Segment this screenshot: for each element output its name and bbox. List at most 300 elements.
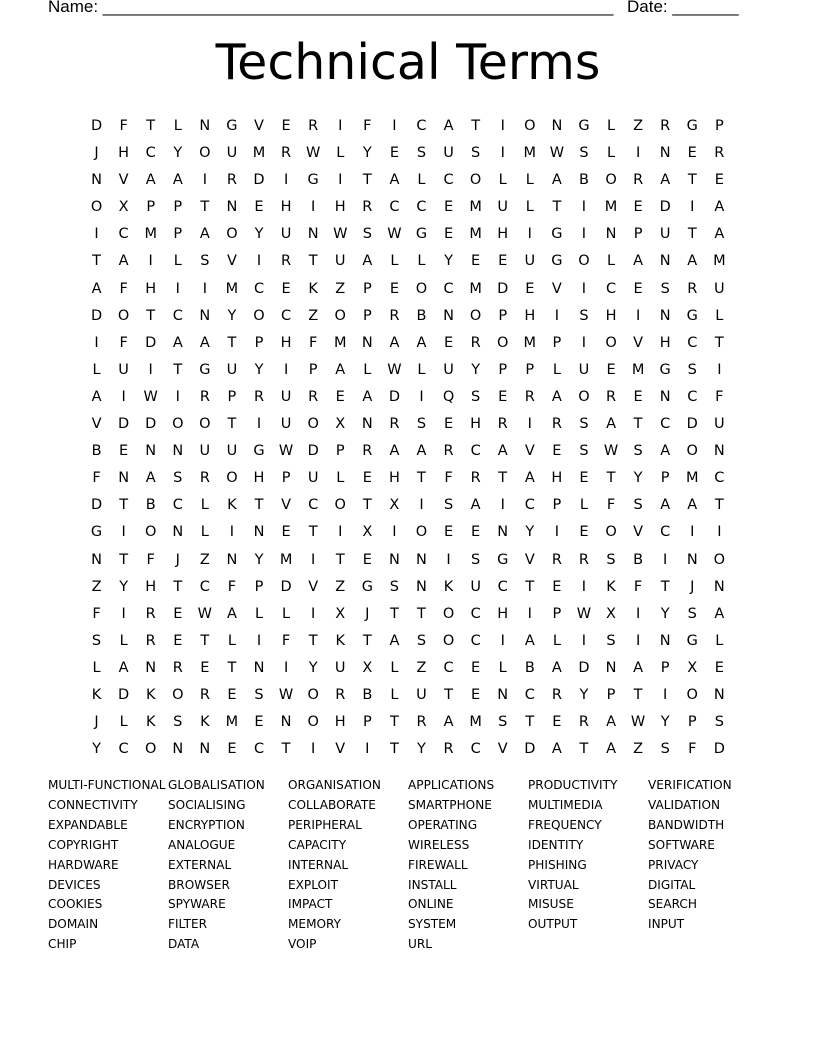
grid-letter: I — [94, 226, 99, 243]
grid-letter: M — [469, 714, 482, 731]
grid-letter: Z — [91, 578, 102, 595]
word-bank-item: SYSTEM — [408, 917, 457, 932]
grid-row — [83, 709, 733, 736]
grid-letter: A — [362, 253, 373, 270]
grid-letter: R — [470, 470, 481, 487]
grid-letter: A — [389, 443, 400, 460]
grid-letter: D — [524, 741, 536, 758]
grid-letter: A — [118, 253, 129, 270]
grid-letter: U — [226, 145, 238, 162]
grid-letter: S — [633, 443, 643, 460]
grid-letter: J — [175, 551, 180, 568]
grid-letter: P — [714, 118, 724, 134]
grid-letter: E — [633, 199, 643, 216]
grid-letter: U — [578, 361, 590, 378]
grid-letter: V — [524, 551, 535, 568]
grid-letter: N — [307, 226, 319, 243]
grid-letter: I — [202, 280, 207, 297]
grid-letter: L — [417, 172, 426, 189]
word-bank-item: EXTERNAL — [168, 857, 232, 872]
grid-letter: S — [471, 551, 481, 568]
grid-letter: Y — [525, 524, 535, 541]
grid-letter: R — [551, 416, 562, 433]
grid-row — [83, 601, 733, 628]
grid-letter: H — [280, 199, 292, 216]
grid-letter: E — [633, 388, 643, 405]
grid-letter: D — [90, 497, 103, 514]
grid-letter: G — [686, 118, 698, 134]
grid-letter: I — [635, 632, 641, 649]
grid-letter: U — [280, 388, 292, 405]
grid-letter: A — [443, 118, 454, 134]
grid-letter: S — [416, 416, 427, 433]
grid-letter: R — [714, 145, 725, 162]
grid-letter: C — [687, 334, 698, 351]
grid-letter: E — [227, 741, 237, 758]
grid-letter: V — [91, 416, 102, 433]
grid-letter: W — [387, 226, 402, 243]
grid-letter: N — [253, 524, 265, 541]
grid-letter: T — [362, 172, 372, 189]
grid-letter: T — [281, 741, 291, 758]
word-bank-item: GLOBALISATION — [168, 778, 265, 792]
grid-letter: O — [442, 605, 455, 622]
grid-letter: E — [227, 686, 237, 703]
grid-row — [83, 384, 733, 411]
grid-letter: N — [443, 307, 454, 324]
grid-letter: O — [307, 714, 319, 731]
grid-letter: M — [225, 714, 239, 731]
grid-letter: H — [659, 334, 671, 351]
grid-letter: Z — [633, 741, 644, 758]
grid-letter: A — [199, 334, 210, 351]
grid-letter: H — [388, 470, 400, 487]
word-bank-item: MULTIMEDIA — [528, 797, 603, 812]
grid-letter: O — [686, 686, 698, 703]
grid-letter: U — [416, 686, 427, 703]
grid-letter: F — [688, 741, 697, 758]
grid-letter: T — [525, 714, 535, 731]
grid-letter: I — [635, 307, 641, 324]
word-bank-item: FREQUENCY — [528, 817, 602, 832]
word-bank-item: OUTPUT — [528, 917, 578, 932]
grid-letter: O — [172, 416, 184, 433]
grid-letter: O — [713, 551, 726, 568]
grid-letter: A — [416, 443, 427, 460]
grid-letter: A — [714, 199, 725, 216]
word-bank-item: INSTALL — [408, 877, 457, 892]
grid-letter: C — [714, 470, 725, 487]
grid-letter: E — [714, 659, 724, 676]
grid-letter: A — [524, 632, 535, 649]
grid-letter: J — [365, 605, 370, 622]
grid-letter: H — [524, 307, 536, 324]
grid-letter: E — [471, 524, 481, 541]
grid-row — [83, 194, 733, 221]
grid-letter: Q — [442, 388, 455, 405]
grid-letter: G — [307, 172, 319, 189]
grid-letter: L — [173, 118, 182, 134]
grid-letter: Y — [92, 741, 101, 758]
grid-letter: M — [469, 280, 482, 297]
grid-letter: F — [119, 118, 128, 134]
grid-letter: C — [145, 145, 156, 162]
grid-letter: Y — [660, 714, 670, 731]
grid-letter: E — [525, 280, 535, 297]
grid-letter: X — [606, 605, 616, 622]
grid-letter: A — [172, 334, 183, 351]
grid-letter: E — [335, 388, 345, 405]
grid-letter: X — [118, 199, 129, 216]
grid-row — [83, 303, 733, 330]
grid-letter: O — [605, 172, 617, 189]
grid-letter: O — [524, 118, 536, 134]
grid-letter: N — [172, 443, 184, 460]
word-bank-item: OPERATING — [408, 817, 478, 832]
grid-letter: H — [497, 605, 509, 622]
grid-letter: I — [311, 551, 316, 568]
grid-letter: Y — [444, 253, 453, 270]
grid-letter: L — [254, 605, 264, 622]
grid-letter: E — [633, 280, 643, 297]
grid-letter: T — [227, 659, 237, 676]
grid-letter: M — [469, 199, 482, 216]
grid-letter: A — [416, 334, 427, 351]
grid-letter: I — [175, 280, 180, 297]
grid-letter: X — [362, 524, 373, 541]
grid-letter: E — [471, 253, 481, 270]
word-bank-item: URL — [408, 937, 432, 952]
grid-letter: I — [581, 199, 587, 216]
grid-letter: C — [118, 226, 129, 243]
grid-letter: V — [633, 334, 644, 351]
grid-letter: H — [470, 416, 482, 433]
grid-letter: D — [253, 172, 265, 189]
grid-letter: T — [308, 524, 318, 541]
grid-letter: C — [253, 280, 265, 297]
grid-letter: C — [660, 524, 671, 541]
grid-letter: I — [121, 605, 126, 622]
grid-letter: I — [419, 497, 424, 514]
grid-letter: K — [227, 497, 237, 514]
grid-letter: E — [443, 524, 454, 541]
grid-letter: A — [226, 605, 237, 622]
grid-letter: R — [660, 118, 671, 134]
grid-letter: H — [145, 280, 157, 297]
grid-letter: O — [199, 416, 211, 433]
grid-letter: F — [308, 334, 318, 351]
grid-letter: R — [443, 443, 454, 460]
grid-letter: R — [145, 632, 156, 649]
grid-letter: N — [226, 551, 238, 568]
grid-letter: D — [497, 280, 509, 297]
grid-letter: R — [199, 470, 210, 487]
grid-row — [83, 140, 733, 167]
grid-letter: I — [690, 199, 695, 216]
grid-letter: N — [713, 578, 725, 595]
grid-letter: T — [525, 578, 535, 595]
grid-letter: I — [554, 524, 559, 541]
grid-letter: F — [363, 118, 372, 134]
grid-letter: C — [470, 443, 481, 460]
grid-letter: C — [443, 659, 454, 676]
word-search-grid — [83, 113, 733, 763]
grid-letter: I — [500, 497, 505, 514]
grid-letter: I — [554, 307, 559, 324]
grid-letter: S — [498, 714, 508, 731]
grid-letter: P — [525, 361, 535, 378]
grid-letter: I — [311, 741, 316, 758]
grid-letter: E — [173, 632, 183, 649]
grid-letter: L — [200, 497, 209, 514]
grid-letter: T — [227, 334, 237, 351]
word-bank-item: SEARCH — [648, 897, 697, 912]
grid-letter: L — [525, 199, 534, 216]
grid-letter: E — [579, 524, 589, 541]
grid-letter: C — [660, 416, 671, 433]
grid-letter: E — [552, 443, 562, 460]
grid-letter: E — [443, 199, 454, 216]
grid-letter: I — [527, 605, 532, 622]
grid-letter: X — [362, 659, 373, 676]
grid-letter: S — [173, 470, 183, 487]
word-bank-column — [408, 776, 528, 955]
grid-letter: I — [663, 551, 668, 568]
grid-letter: S — [416, 145, 427, 162]
grid-letter: H — [497, 226, 509, 243]
grid-letter: O — [334, 307, 346, 324]
grid-letter: O — [469, 307, 482, 324]
grid-letter: G — [551, 226, 563, 243]
grid-letter: B — [633, 551, 644, 568]
grid-letter: V — [633, 524, 644, 541]
grid-letter: W — [549, 145, 565, 162]
grid-letter: E — [173, 605, 183, 622]
grid-letter: R — [389, 307, 400, 324]
grid-letter: E — [254, 714, 264, 731]
grid-letter: Z — [335, 578, 346, 595]
grid-letter: M — [144, 226, 157, 243]
word-bank-item: CONNECTIVITY — [48, 797, 138, 812]
grid-letter: C — [118, 741, 129, 758]
grid-letter: L — [282, 605, 291, 622]
grid-letter: C — [524, 497, 535, 514]
grid-letter: K — [443, 578, 454, 595]
grid-letter: U — [659, 226, 671, 243]
grid-row — [83, 221, 733, 248]
grid-letter: N — [659, 145, 671, 162]
grid-letter: G — [199, 361, 211, 378]
grid-letter: N — [226, 199, 238, 216]
grid-letter: G — [686, 307, 698, 324]
grid-letter: M — [333, 334, 347, 351]
grid-letter: G — [361, 578, 373, 595]
grid-letter: S — [91, 632, 102, 649]
grid-letter: C — [470, 632, 481, 649]
grid-letter: L — [606, 253, 616, 270]
grid-letter: U — [118, 361, 129, 378]
grid-letter: W — [333, 226, 348, 243]
grid-letter: F — [92, 470, 101, 487]
grid-letter: B — [91, 443, 102, 460]
word-bank-item: ORGANISATION — [288, 778, 381, 792]
grid-letter: A — [633, 253, 644, 270]
grid-letter: A — [551, 172, 562, 189]
grid-letter: M — [225, 280, 239, 297]
grid-letter: A — [687, 253, 698, 270]
grid-letter: S — [687, 605, 697, 622]
word-bank-item: INPUT — [648, 917, 685, 932]
grid-letter: R — [633, 172, 644, 189]
grid-letter: I — [446, 551, 451, 568]
grid-letter: I — [392, 118, 397, 134]
grid-letter: S — [471, 145, 481, 162]
word-bank-item: PRIVACY — [648, 857, 699, 872]
grid-row — [83, 411, 733, 438]
grid-letter: W — [603, 443, 619, 460]
grid-letter: I — [527, 416, 532, 433]
grid-letter: D — [307, 443, 319, 460]
grid-letter: N — [416, 578, 427, 595]
grid-letter: P — [633, 226, 643, 243]
grid-letter: I — [581, 280, 587, 297]
grid-letter: P — [660, 659, 670, 676]
grid-letter: F — [281, 632, 291, 649]
grid-letter: W — [305, 145, 321, 162]
grid-letter: S — [416, 632, 427, 649]
grid-letter: R — [497, 416, 508, 433]
grid-letter: I — [338, 524, 343, 541]
grid-letter: F — [715, 388, 724, 405]
grid-letter: S — [687, 361, 697, 378]
grid-letter: T — [417, 470, 426, 487]
word-bank-item: ONLINE — [408, 897, 454, 912]
grid-letter: G — [578, 118, 590, 134]
grid-letter: C — [389, 199, 400, 216]
grid-letter: R — [172, 659, 183, 676]
grid-letter: L — [579, 497, 588, 514]
grid-letter: T — [579, 741, 589, 758]
grid-letter: P — [552, 334, 562, 351]
grid-row — [83, 736, 733, 763]
grid-letter: H — [551, 470, 563, 487]
grid-letter: R — [362, 443, 373, 460]
word-bank-column — [168, 776, 288, 955]
grid-letter: O — [144, 524, 157, 541]
word-bank-item: BROWSER — [168, 877, 230, 892]
grid-letter: O — [90, 199, 103, 216]
grid-letter: C — [172, 497, 183, 514]
grid-letter: P — [362, 280, 372, 297]
grid-letter: Y — [417, 741, 426, 758]
grid-letter: A — [524, 470, 535, 487]
word-bank-item: MISUSE — [528, 897, 574, 912]
grid-letter: O — [415, 524, 428, 541]
grid-letter: E — [498, 388, 508, 405]
grid-letter: A — [470, 497, 481, 514]
word-bank-item: VALIDATION — [648, 797, 721, 812]
word-bank-item: EXPANDABLE — [48, 817, 128, 832]
grid-letter: F — [119, 280, 128, 297]
grid-letter: R — [605, 388, 617, 405]
word-bank-item: FILTER — [168, 917, 208, 932]
grid-letter: L — [606, 145, 616, 162]
grid-letter: N — [361, 334, 373, 351]
grid-letter: I — [581, 632, 587, 649]
grid-letter: L — [552, 361, 561, 378]
grid-letter: C — [497, 578, 508, 595]
grid-letter: B — [524, 659, 535, 676]
grid-letter: P — [362, 714, 372, 731]
grid-letter: I — [527, 226, 532, 243]
grid-letter: C — [470, 741, 481, 758]
grid-letter: N — [659, 632, 671, 649]
grid-letter: S — [579, 416, 589, 433]
grid-letter: P — [606, 686, 616, 703]
grid-letter: R — [389, 416, 400, 433]
grid-row — [83, 465, 733, 492]
grid-letter: E — [471, 686, 481, 703]
grid-letter: G — [253, 443, 265, 460]
grid-letter: M — [469, 226, 482, 243]
grid-letter: U — [226, 443, 238, 460]
grid-letter: P — [362, 307, 372, 324]
word-bank-item: IDENTITY — [528, 837, 584, 852]
grid-letter: I — [283, 659, 289, 676]
grid-letter: I — [283, 172, 289, 189]
grid-letter: Z — [199, 551, 210, 568]
grid-letter: A — [660, 497, 671, 514]
grid-letter: L — [390, 686, 399, 703]
grid-letter: U — [714, 280, 725, 297]
grid-letter: A — [362, 388, 373, 405]
grid-letter: T — [444, 686, 453, 703]
grid-letter: L — [119, 632, 128, 649]
grid-letter: S — [606, 551, 616, 568]
grid-letter: L — [715, 307, 724, 324]
grid-letter: D — [118, 416, 130, 433]
grid-letter: Y — [308, 659, 318, 676]
grid-letter: T — [173, 361, 183, 378]
grid-letter: A — [145, 470, 156, 487]
grid-letter: F — [146, 551, 155, 568]
grid-letter: F — [119, 334, 128, 351]
grid-letter: U — [334, 659, 346, 676]
grid-letter: O — [334, 497, 346, 514]
grid-letter: Y — [633, 470, 643, 487]
grid-letter: U — [226, 361, 238, 378]
grid-letter: R — [416, 714, 427, 731]
grid-letter: L — [336, 470, 345, 487]
grid-letter: S — [443, 497, 454, 514]
grid-letter: I — [365, 741, 370, 758]
grid-row — [83, 276, 733, 303]
grid-letter: A — [443, 714, 454, 731]
grid-letter: N — [388, 551, 400, 568]
word-bank-item: PHISHING — [528, 857, 587, 872]
grid-letter: N — [551, 118, 563, 134]
grid-letter: P — [498, 361, 508, 378]
grid-letter: R — [551, 551, 562, 568]
grid-letter: U — [443, 361, 454, 378]
grid-letter: R — [443, 741, 454, 758]
grid-letter: P — [254, 578, 264, 595]
grid-letter: P — [660, 470, 670, 487]
grid-letter: Y — [254, 551, 264, 568]
grid-row — [83, 574, 733, 601]
grid-letter: V — [551, 280, 562, 297]
grid-letter: M — [686, 470, 699, 487]
